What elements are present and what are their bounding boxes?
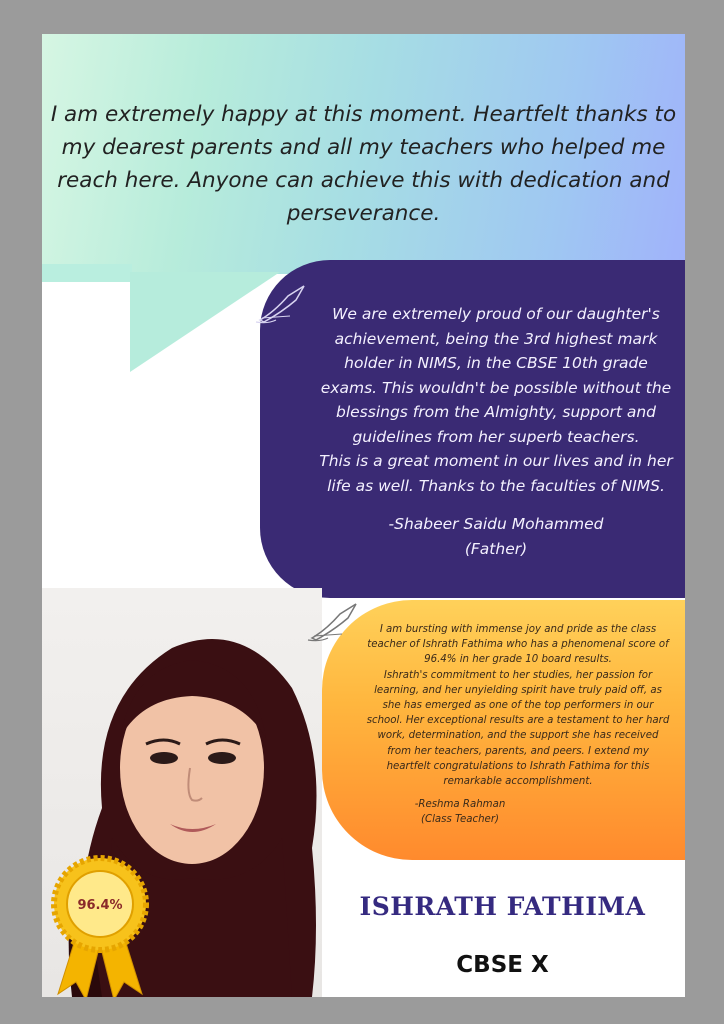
father-quote-line: achievement, being the 3rd highest mark [334, 329, 658, 348]
teacher-quote-line: I am bursting with immense joy and pride as the class [379, 624, 657, 635]
teacher-quote-text [360, 622, 676, 789]
teacher-author: -Reshma Rahman [414, 799, 506, 810]
student-quote-line: I am extremely happy at this moment. Heartfelt thanks to [50, 102, 677, 127]
quill-pen-icon [254, 282, 310, 326]
student-name: ISHRATH FATHIMA [359, 892, 646, 921]
badge-score: 96.4% [77, 898, 123, 913]
quill-pen-icon [306, 600, 362, 644]
father-quote-line: This is a great moment in our lives and in her [319, 452, 673, 470]
father-role: (Father) [464, 540, 528, 558]
score-badge [50, 854, 150, 997]
teacher-quote-line: heartfelt congratulations to Ishrath Fathima for this [386, 760, 650, 772]
student-quote-line: reach here. Anyone can achieve this with dedication and [57, 168, 670, 193]
teacher-quote-line: work, determination, and the support she has received [377, 730, 659, 742]
student-quote-line: my dearest parents and all my teachers who helped me [61, 135, 666, 160]
student-quote-line: perseverance. [286, 201, 441, 226]
father-quote-line: exams. This wouldn't be possible without the [320, 378, 672, 397]
speech-bubble-base [42, 264, 132, 282]
teacher-signature [360, 797, 560, 827]
teacher-quote-line: 96.4% in her grade 10 board results. [424, 654, 612, 666]
father-quote-line: We are extremely proud of our daughter's [332, 305, 660, 323]
teacher-quote-line: Ishrath's commitment to her studies, her passion for [383, 669, 653, 681]
teacher-quote-line: teacher of Ishrath Fathima who has a phenomenal score of [367, 639, 669, 651]
teacher-quote-line: learning, and her unyielding spirit have truly paid off, as [374, 684, 662, 696]
teacher-role: (Class Teacher) [421, 814, 499, 825]
father-quote-line: life as well. Thanks to the faculties of NIMS. [327, 476, 665, 495]
father-author: -Shabeer Saidu Mohammed [388, 515, 604, 533]
teacher-quote-line: from her teachers, parents, and peers. I extend my [387, 745, 649, 757]
father-quote-line: guidelines from her superb teachers. [352, 427, 640, 446]
teacher-quote-line: school. Her exceptional results are a testament to her hard [366, 715, 670, 727]
teacher-quote-line: remarkable accomplishment. [443, 776, 593, 788]
award-rosette-icon [50, 854, 150, 997]
poster [42, 34, 685, 997]
father-quote-line: blessings from the Almighty, support and [336, 403, 656, 421]
father-quote-text [308, 302, 684, 498]
teacher-quote-line: she has emerged as one of the top performers in our [382, 700, 654, 712]
student-quote [42, 98, 685, 230]
father-quote-line: holder in NIMS, in the CBSE 10th grade [344, 354, 648, 372]
student-class: CBSE X [456, 952, 549, 978]
father-signature [308, 512, 684, 562]
